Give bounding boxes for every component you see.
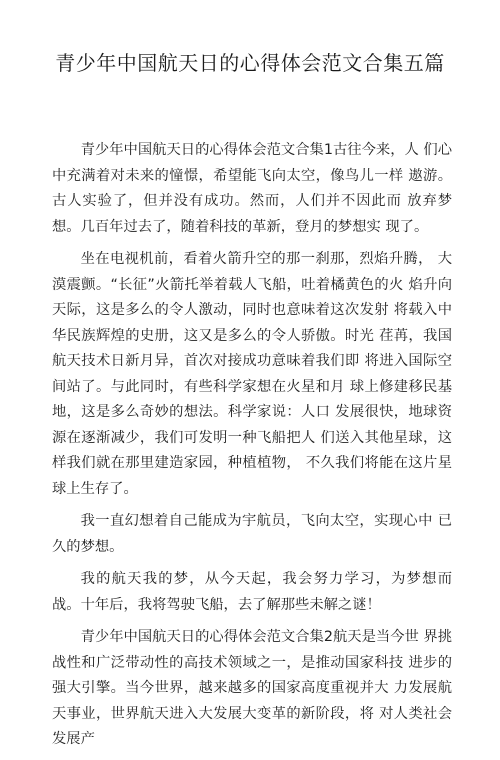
document-title: 青少年中国航天日的心得体会范文合集五篇 [55, 51, 445, 75]
paragraph-5: 青少年中国航天日的心得体会范文合集2航天是当今世 界挑战性和广泛带动性的高技术领域之一，是推动国家科技 进步的强大引擎。当今世界，越来越多的国家高度重视并大 力发展航天事业，世界航天进入大发展大变革的新阶段，将 对人类社会发展产 [52, 629, 452, 747]
paragraph-1: 青少年中国航天日的心得体会范文合集1古往今来，人 们心中充满着对未来的憧憬，希望能飞向太空，像鸟儿一样 遨游。古人实验了，但并没有成功。然而，人们并不因此而 放弃梦想。几百年过去了，随着科技的革新，登月的梦想实 现了。 [52, 142, 452, 235]
paragraph-2: 坐在电视机前，看着火箭升空的那一刹那，烈焰升腾， 大漠震颤。“长征”火箭托举着载人飞船，吐着橘黄色的火 焰升向天际，这是多么的令人激动，同时也意味着这次发射 将载入中华民族辉煌的史册，这又是多么的令人骄傲。时光 荏苒，我国航天技术日新月异，首次对接成功意味着我们即 将进入国际空间站了。与此同时，有些科学家想在火星和月 球上修建移民基地，这是多么奇妙的想法。科学家说：人口 发展很快，地球资源在逐渐减少，我们可发明一种飞船把人 们送入其他星球，这样我们就在那里建造家园，种植植物， 不久我们将能在这片星球上生存了。 [52, 251, 452, 497]
paragraph-4: 我的航天我的梦，从今天起，我会努力学习，为梦想而 战。十年后，我将驾驶飞船，去了解那些未解之谜！ [52, 571, 452, 613]
paragraph-3: 我一直幻想着自己能成为宇航员，飞向太空，实现心中 已久的梦想。 [52, 513, 452, 555]
document-body [52, 138, 452, 760]
